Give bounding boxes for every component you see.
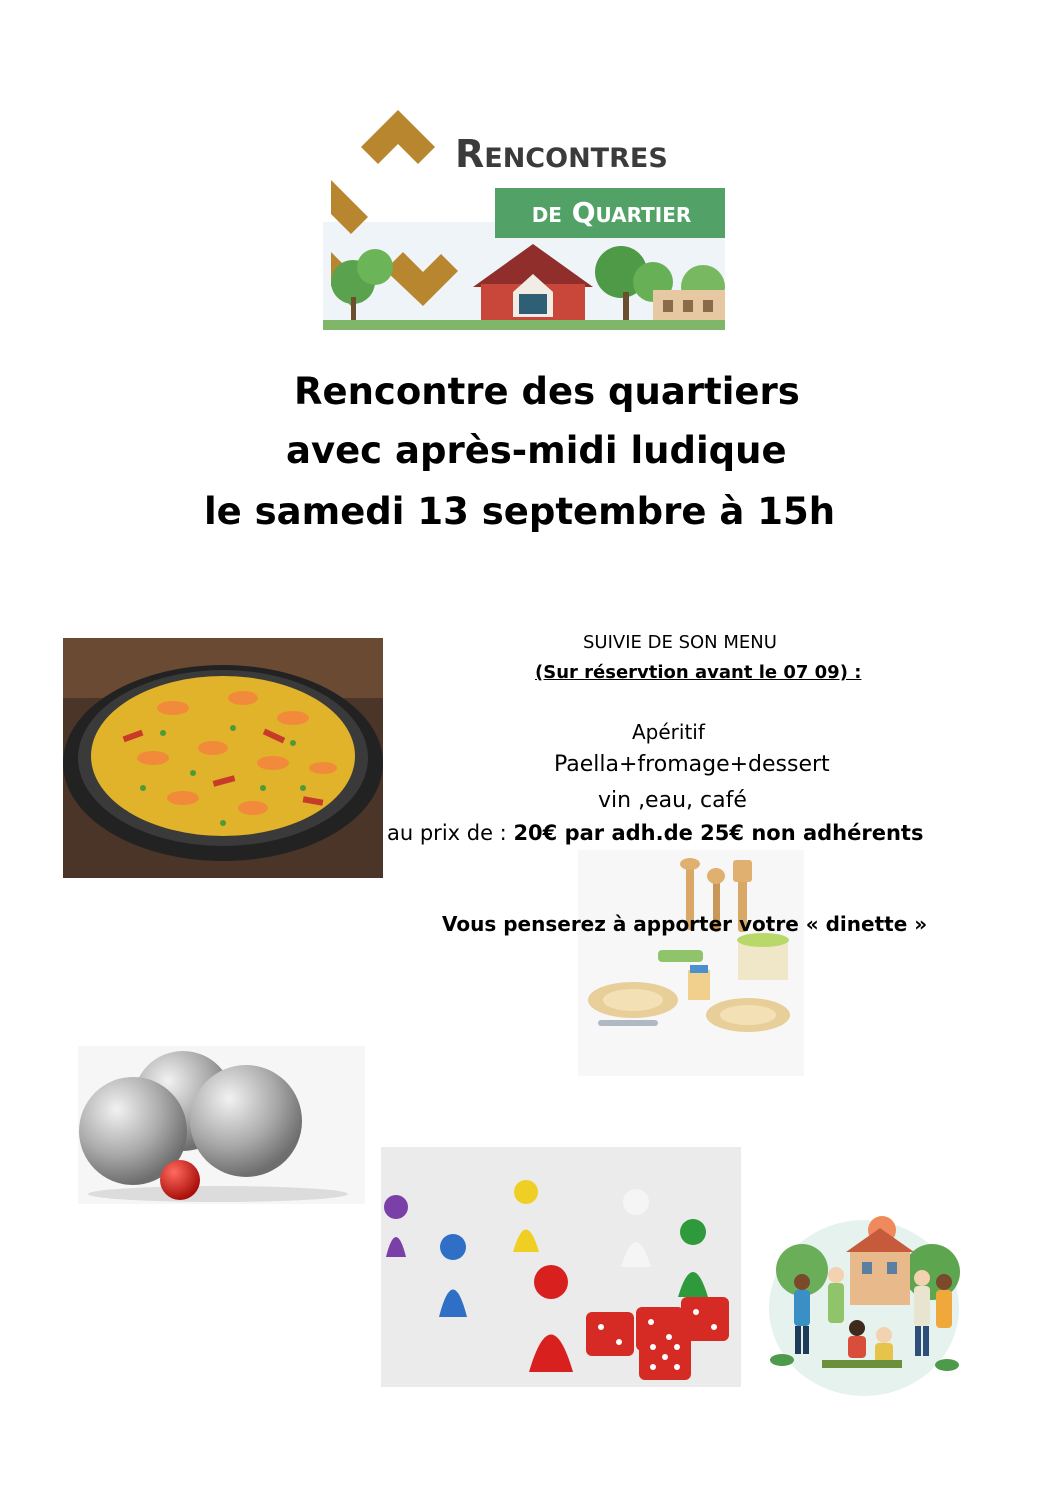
heading-line-3: le samedi 13 septembre à 15h [204,490,836,533]
menu-price [387,821,923,845]
logo-subtitle [498,188,725,238]
menu-intro: SUIVIE DE SON MENU [583,632,777,653]
paella-image [63,638,383,878]
logo-subtitle-text: de Quartier [531,196,692,229]
neighbours-image [762,1200,967,1400]
community-illustration [762,1200,967,1400]
menu-aperitif: Apéritif [632,720,705,744]
dinette-photo [578,850,804,1076]
dinette-image [578,850,804,1076]
board-game-photo [381,1147,741,1387]
menu-reminder: Vous penserez à apporter votre « dinette » [442,912,928,936]
pawns-and-dice-image [381,1147,741,1387]
rencontres-de-quartier-logo [323,102,725,330]
petanque-image [78,1046,365,1204]
menu-reservation: (Sur réservtion avant le 07 09) : [535,662,862,683]
heading-line-1: Rencontre des quartiers [294,370,800,413]
price-prefix: au prix de : [387,821,514,845]
menu-main-course: Paella+fromage+dessert [554,752,830,777]
heading-line-2: avec après-midi ludique [286,429,787,472]
logo-title [455,132,668,176]
paella-photo [63,638,383,878]
price-value: 20€ par adh.de 25€ non adhérents [513,821,924,845]
logo-title-text: Rencontres [455,132,668,176]
petanque-photo [78,1046,365,1204]
menu-drinks: vin ,eau, café [598,788,747,813]
